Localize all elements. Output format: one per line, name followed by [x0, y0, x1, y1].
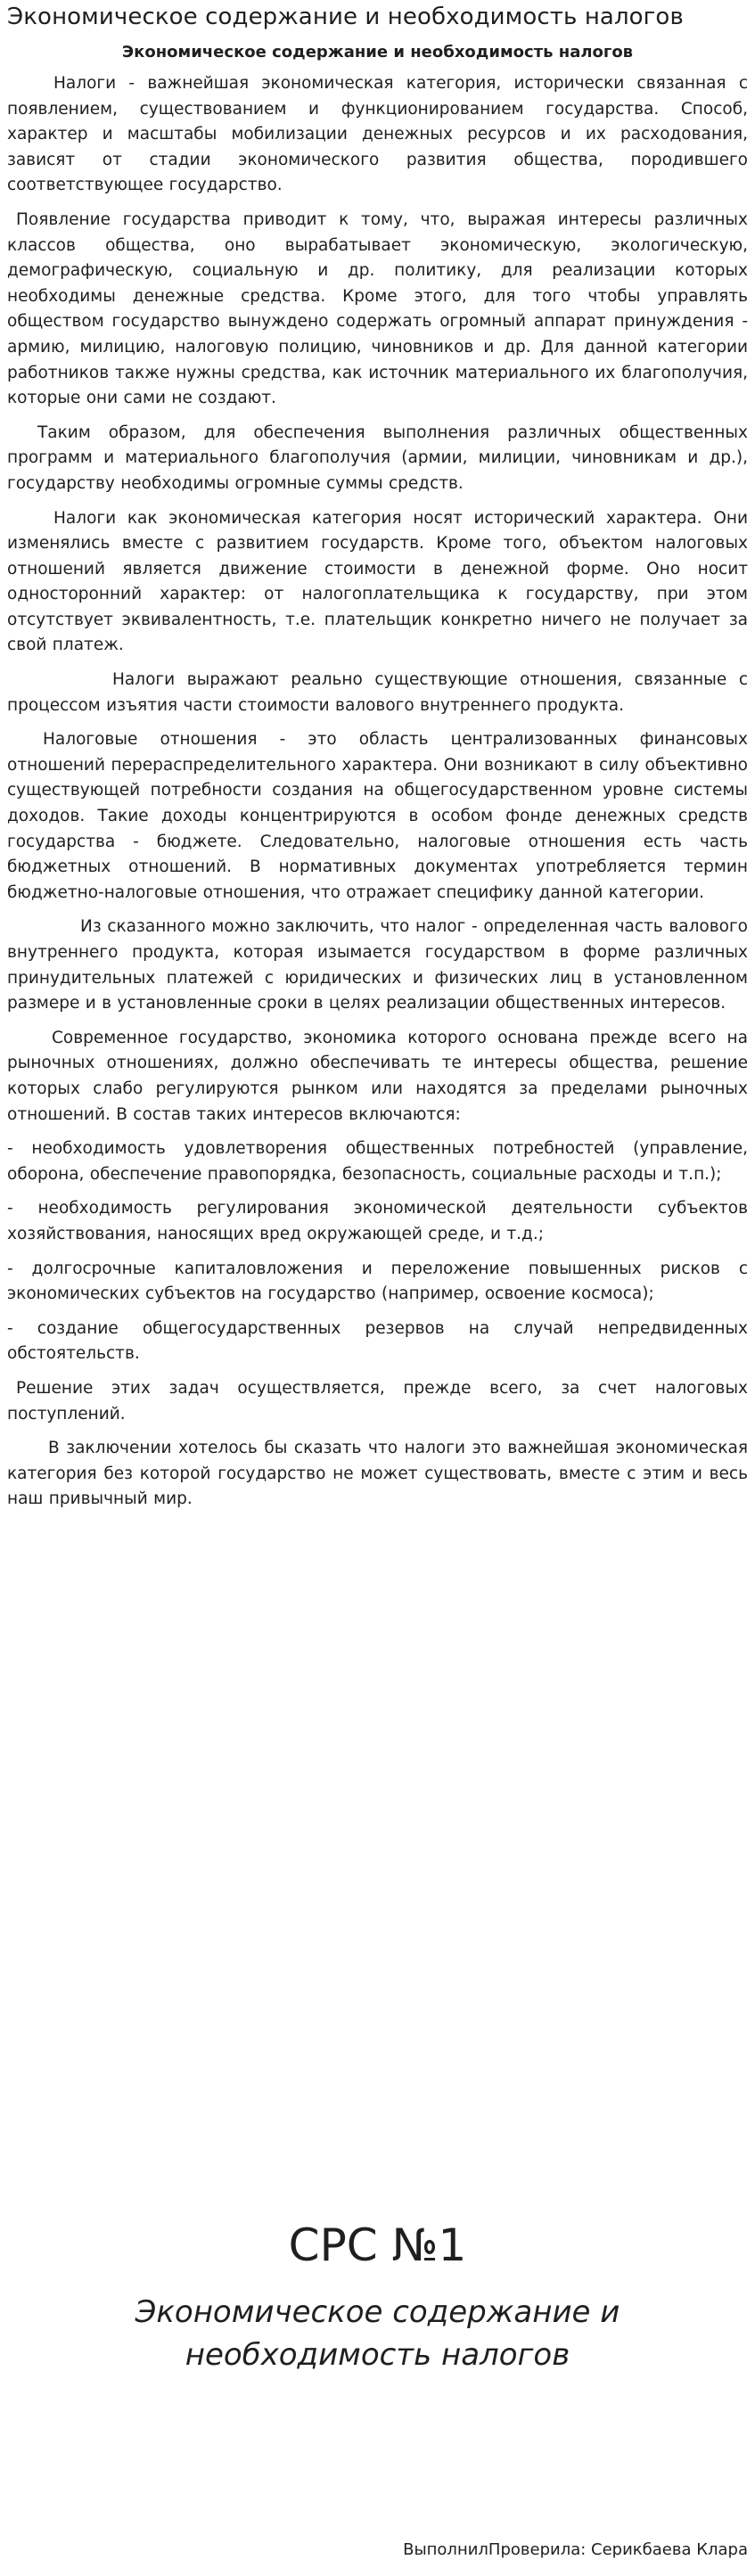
paragraph-conclusion-definition: Из сказанного можно заключить, что налог - определенная часть валового внутреннего продукта, которая изымается государством в форме различных принудительных платежей с юридических и физических лиц в установленном размере и в установленные сроки в целях реализации общественных интересов. — [7, 917, 748, 1013]
list-item-regulation: - необходимость регулирования экономической деятельности субъектов хозяйствования, наносящих вред окружающей среде, и т.д.; — [7, 1199, 748, 1243]
signature-line: ВыполнилПроверила: Серикбаева Клара — [403, 2540, 748, 2559]
paragraph-tax-relations: Налоговые отношения - это область централизованных финансовых отношений перераспределительного характера. Они возникают в силу объективно существующей потребности создания на общегосударственном уровне системы доходов. Такие доходы концентрируются в особом фонде денежных средств государства - бюджете. Следовательно, налоговые отношения есть часть бюджетных отношений. В нормативных документах употребляется термин бюджетно-налоговые отношения, что отражает специфику данной категории. — [7, 730, 748, 902]
list-item-public-needs: - необходимость удовлетворения общественных потребностей (управление, оборона, обеспечение правопорядка, безопасность, социальные расходы и т.п.); — [7, 1139, 748, 1184]
paragraph-taxes-definition: Налоги - важнейшая экономическая категория, исторически связанная с появлением, существованием и функционированием государства. Способ, характер и масштабы мобилизации денежных ресурсов и их расходования, зависят от стадии экономического развития общества, породившего соответствующее государство. — [7, 74, 748, 195]
list-item-reserves: - создание общегосударственных резервов на случай непредвиденных обстоятельств. — [7, 1318, 748, 1364]
paragraph-historical-category: Налоги как экономическая категория носят исторический характера. Они изменялись вместе с развитием государств. Кроме того, объектом налоговых отношений является движение стоимости в денежной форме. Оно носит односторонний характер: от налогоплательщика к государству, при этом отсутствует эквивалентность, т.е. плательщик конкретно ничего не получает за свой платеж. — [7, 508, 748, 655]
section-heading: Экономическое содержание и необходимость налогов — [121, 43, 634, 62]
paragraph-state-emergence: Появление государства приводит к тому, что, выражая интересы различных классов общества, оно вырабатывает экономическую, экологическую, демографическую, социальную и др. политику, для реализации которых необходимы денежные средства. Кроме этого, для того чтобы управлять обществом государство вынуждено содержать огромный аппарат принуждения - армию, милицию, налоговую полицию, чиновников и др. Для данной категории работников также нужны средства, как источник материального их благополучия, которые они сами не создают. — [7, 209, 748, 408]
paragraph-taxes-express: Налоги выражают реально существующие отношения, связанные с процессом изъятия части стоимости валового внутреннего продукта. — [7, 670, 748, 715]
paragraph-modern-state: Современное государство, экономика которого основана прежде всего на рыночных отношениях, должно обеспечивать те интересы общества, решение которых слабо регулируются рынком или находятся за пределами рыночных отношений. В состав таких интересов включаются: — [7, 1028, 748, 1124]
cover-title: СРС №1 — [288, 2219, 467, 2271]
document-body — [7, 71, 748, 1522]
paragraph-thus: Таким образом, для обеспечения выполнения различных общественных программ и материального благополучия (армии, милиции, чиновникам и др.), государству необходимы огромные суммы средств. — [7, 422, 748, 493]
cover-subtitle: Экономическое содержание и необходимость налогов — [135, 2294, 620, 2373]
paragraph-solution: Решение этих задач осуществляется, прежде всего, за счет налоговых поступлений. — [7, 1378, 748, 1423]
list-item-investments: - долгосрочные капиталовложения и переложение повышенных рисков с экономических субъектов на государство (например, освоение космоса); — [7, 1259, 748, 1304]
document-title: Экономическое содержание и необходимость налогов — [7, 4, 684, 30]
paragraph-conclusion: В заключении хотелось бы сказать что налоги это важнейшая экономическая категория без которой государство не может существовать, вместе с этим и весь наш привычный мир. — [7, 1439, 748, 1509]
